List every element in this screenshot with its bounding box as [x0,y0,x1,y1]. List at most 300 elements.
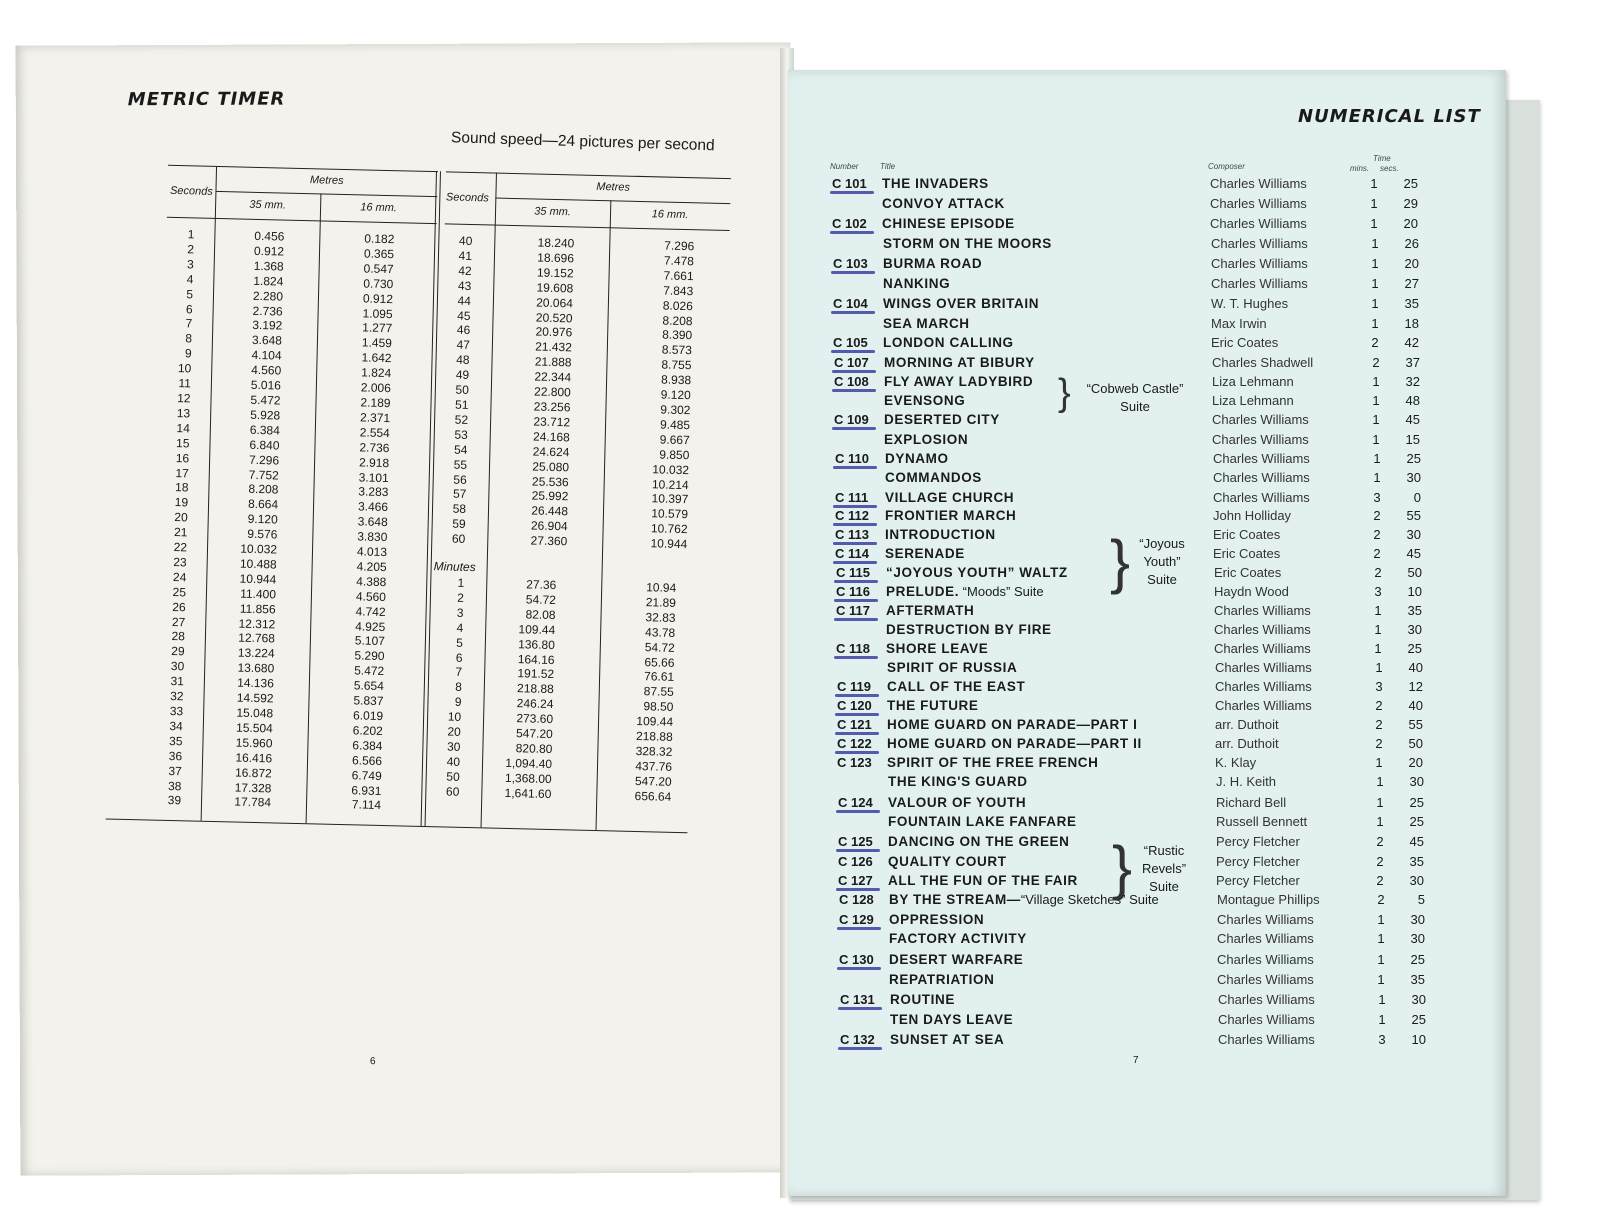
table-top-rule [168,165,438,172]
entry-number: C 109 [834,412,882,427]
m35-column: 0.456 0.912 1.368 1.824 2.280 2.736 3.192 3.648 4.104 4.560 5.016 5.472 5.928 6.384 6.840 7.296 7.752 8.208 8.664 9.120 9.576 10.032 10.488 10.944 11.400 11.856 12.312 12.768 13.224 13.680 14.136 14.592 15.048 15.504 15.960 16.416 16.872 17.328 17.784 [234,228,285,810]
entry-number: C 122 [837,736,885,751]
list-row [832,176,1472,195]
entry-title [885,451,949,466]
entry-title [887,660,1017,675]
entry-minutes: 1 [1372,392,1380,408]
entry-title-text: SPIRIT OF RUSSIA [887,660,1018,675]
entry-title-text: MORNING AT BIBURY [884,354,1035,370]
entry-seconds: 35 [1409,853,1424,869]
entry-title [887,679,1025,694]
entry-minutes: 1 [1377,971,1385,987]
entry-title [888,873,1078,888]
minutes-header: Minutes [433,559,476,575]
seconds-column: 1 2 3 4 5 6 7 8 9 10 11 12 13 14 15 16 17 18 19 20 21 22 23 24 25 26 27 28 29 30 31 32 33 34 35 36 37 38 39 [167,227,195,808]
entry-title-text: EXPLOSION [884,431,969,447]
entry-title [889,952,1023,967]
entry-title-text: DESTRUCTION BY FIRE [886,621,1052,637]
entry-seconds: 27 [1404,275,1419,291]
list-row [839,972,1479,991]
entry-number: C 105 [833,335,881,350]
entry-minutes: 1 [1373,470,1381,485]
entry-seconds: 26 [1404,235,1419,251]
entry-minutes: 2 [1376,834,1384,849]
entry-number: C 110 [835,451,883,466]
entry-composer: Charles Williams [1214,603,1311,618]
entry-seconds: 42 [1404,335,1419,350]
entry-composer: Liza Lehmann [1212,373,1294,389]
list-row [836,641,1476,660]
table-top-rule-right [446,171,731,179]
entry-composer: Charles Williams [1210,216,1307,231]
entry-title-text: SHORE LEAVE [886,641,989,656]
entry-composer: Charles Williams [1214,641,1311,656]
table-bottom-rule [106,819,688,834]
list-row [840,1012,1480,1031]
metres-rule-right [495,198,730,205]
entry-minutes: 1 [1377,911,1385,927]
entry-title [884,393,965,408]
entry-seconds: 25 [1410,951,1425,967]
list-row [833,236,1473,255]
entry-title-text: THE KING'S GUARD [888,774,1028,789]
list-row [836,622,1476,641]
entry-composer: Percy Fletcher [1216,834,1300,849]
entry-seconds: 35 [1404,296,1419,311]
entry-composer: Percy Fletcher [1216,853,1300,869]
mm35-header-right: 35 mm. [534,205,572,219]
page-number-right: 7 [1133,1055,1139,1066]
entry-title [885,508,1016,523]
entry-seconds: 30 [1406,470,1421,485]
entry-number: C 102 [832,216,880,231]
entry-seconds: 20 [1404,256,1419,271]
entry-minutes: 1 [1375,660,1383,675]
entry-composer: Eric Coates [1213,527,1281,542]
subtitle: Sound speed—24 pictures per second [450,129,715,155]
entry-title-text: AFTERMATH [886,603,975,618]
entry-title [883,335,1014,350]
list-row [837,660,1477,679]
entry-composer: Charles Williams [1211,235,1308,251]
list-row [837,736,1477,755]
entry-suite-note: “Moods” Suite [959,584,1044,599]
entry-seconds: 32 [1405,373,1420,389]
entry-title [890,1012,1013,1027]
entry-minutes: 1 [1374,641,1382,656]
entry-title [886,641,988,656]
entry-composer: W. T. Hughes [1211,296,1289,311]
entry-title-text: WINGS OVER BRITAIN [883,296,1040,311]
entry-title-text: REPATRIATION [889,971,995,987]
entry-seconds: 25 [1411,1011,1426,1027]
entry-composer: Charles Williams [1217,911,1314,927]
entry-seconds: 37 [1405,354,1420,370]
entry-number: C 130 [839,952,887,967]
list-row [840,1032,1480,1051]
entry-title [886,603,974,618]
mm16-header: 16 mm. [360,201,398,215]
entry-composer: J. H. Keith [1216,774,1276,789]
entry-minutes: 1 [1372,412,1380,427]
page-number-left: 6 [369,1056,376,1068]
entry-suite-note: “Village Sketches” Suite [1020,892,1159,907]
entry-seconds: 35 [1410,971,1425,987]
entry-title [883,316,970,331]
entry-minutes: 1 [1374,621,1382,637]
entry-title-text: CONVOY ATTACK [882,195,1005,211]
entry-seconds: 55 [1408,717,1423,732]
entry-title-text: COMMANDOS [885,470,982,485]
entry-seconds: 25 [1403,176,1418,191]
brace-joyous: } [1110,528,1131,595]
note-line: Suite [1149,879,1179,894]
brace-cobweb: } [1058,372,1071,414]
metric-table [0,41,794,1189]
entry-title-text: EVENSONG [884,392,966,408]
entry-minutes: 1 [1378,992,1386,1007]
entry-number: C 113 [835,527,883,542]
entry-title-text: SUNSET AT SEA [890,1032,1005,1047]
list-row [838,795,1478,814]
entry-seconds: 35 [1407,603,1422,618]
list-row [836,603,1476,622]
entry-title [882,196,1005,211]
list-row [833,316,1473,335]
entry-composer: Haydn Wood [1214,584,1289,599]
entry-minutes: 1 [1372,373,1380,389]
entry-minutes: 3 [1373,489,1381,505]
entry-minutes: 1 [1376,814,1384,829]
entry-minutes: 2 [1377,892,1385,907]
entry-number: C 115 [836,565,884,580]
note-line: “Cobweb Castle” [1086,381,1184,396]
metres-header: Metres [309,174,344,187]
entry-number: C 112 [835,508,883,523]
entry-title [886,622,1052,637]
entry-minutes: 3 [1374,584,1382,599]
note-line: Youth” [1143,554,1181,569]
entry-title-text: TEN DAYS LEAVE [890,1011,1014,1027]
entry-number: C 111 [835,490,883,505]
entry-seconds: 29 [1403,195,1418,211]
entry-title-text: STORM ON THE MOORS [883,235,1052,251]
entry-minutes: 2 [1375,698,1383,713]
entry-composer: Eric Coates [1214,565,1282,580]
entry-seconds: 45 [1409,834,1424,849]
entry-title-text: SERENADE [885,546,965,561]
list-row [835,508,1475,527]
entry-title [882,216,1015,231]
entry-minutes: 1 [1370,195,1378,211]
entry-composer: Charles Williams [1213,489,1310,505]
entry-title [882,176,989,191]
entry-title-text: THE INVADERS [882,176,989,191]
note-line: Revels” [1141,861,1187,876]
mm16-header-right: 16 mm. [651,208,689,222]
entry-title-text: DANCING ON THE GREEN [888,834,1070,849]
minutes-m16-column: 10.94 21.89 32.83 43.78 54.72 65.66 76.61 87.55 98.50 109.44 218.88 328.32 437.76 547.20 656.64 [634,580,677,804]
entry-number: C 119 [837,679,885,694]
entry-seconds: 50 [1408,736,1423,751]
entry-title [888,795,1026,810]
list-row [834,432,1474,451]
entry-title [884,432,968,447]
list-row [833,335,1473,354]
entry-title-text: OPPRESSION [889,911,985,927]
entry-minutes: 2 [1374,565,1382,580]
entry-number: C 107 [834,355,882,370]
entry-seconds: 0 [1413,489,1421,505]
entry-title-text: BURMA ROAD [883,256,983,271]
entry-composer: John Holliday [1213,508,1292,523]
entry-title [885,490,1014,505]
entry-seconds: 48 [1405,392,1420,408]
entry-composer: Charles Williams [1213,470,1310,485]
entry-composer: arr. Duthoit [1215,736,1279,751]
entry-title [887,755,1099,770]
metres-header-right: Metres [596,180,631,194]
entry-title [890,1032,1004,1047]
note-line: Suite [1120,399,1150,414]
entry-title-text: QUALITY COURT [888,853,1007,869]
entry-composer: Charles Williams [1210,176,1307,191]
entry-composer: arr. Duthoit [1215,717,1279,732]
entry-composer: Charles Williams [1217,951,1314,967]
entry-number: C 127 [838,873,886,888]
entry-number: C 125 [838,834,886,849]
entry-seconds: 45 [1406,546,1421,561]
seconds-header-right: Seconds [445,191,489,205]
entry-seconds: 12 [1408,679,1423,694]
entry-minutes: 2 [1375,717,1383,732]
entry-minutes: 1 [1375,755,1383,770]
list-row [837,679,1477,698]
entry-minutes: 2 [1372,354,1380,370]
entry-title-text: FRONTIER MARCH [885,508,1017,523]
minutes-column: 1 2 3 4 5 6 7 8 9 10 20 30 40 50 60 [445,575,465,799]
entry-title-text: FLY AWAY LADYBIRD [884,373,1034,389]
entry-number: C 116 [836,584,884,599]
entry-title [888,774,1028,789]
entry-seconds: 18 [1404,315,1419,331]
entry-title [889,912,984,927]
entry-title [889,931,1027,946]
entry-composer: Charles Williams [1211,275,1308,291]
entry-minutes: 2 [1373,546,1381,561]
entry-seconds: 30 [1411,992,1426,1007]
entry-title [887,717,1137,732]
entry-title-text: LONDON CALLING [883,335,1014,350]
metres-rule [215,191,437,197]
note-joyous-youth [1128,535,1196,589]
entry-title-text: VILLAGE CHURCH [885,489,1015,505]
brace-rustic: } [1112,834,1133,901]
entry-number: C 114 [835,546,883,561]
entry-title [883,236,1052,251]
col-time-header: Time [1373,154,1391,163]
col-divider [306,193,322,823]
entry-number: C 131 [840,992,888,1007]
entry-composer: Charles Williams [1218,1032,1315,1047]
col-number-header: Number [830,162,859,171]
entry-composer: Charles Williams [1217,931,1314,946]
entry-minutes: 1 [1370,176,1378,191]
m16-column-right: 7.296 7.478 7.661 7.843 8.026 8.208 8.390 8.573 8.755 8.938 9.120 9.302 9.485 9.667 9.850 10.032 10.214 10.397 10.579 10.762 10.944 [650,238,695,552]
entry-title-text: VALOUR OF YOUTH [888,795,1027,810]
entry-title-text: THE FUTURE [887,698,979,713]
entry-seconds: 25 [1409,814,1424,829]
entry-number: C 108 [834,374,882,389]
entry-composer: Charles Williams [1210,195,1307,211]
entry-composer: Eric Coates [1211,335,1279,350]
entry-number: C 117 [836,603,884,618]
minutes-m35-column: 27.36 54.72 82.08 109.44 136.80 164.16 191.52 218.88 246.24 273.60 547.20 820.80 1,094.40 1,368.00 1,641.60 [504,577,557,801]
entry-seconds: 50 [1407,565,1422,580]
entry-seconds: 20 [1403,216,1418,231]
entry-title-text: “JOYOUS YOUTH” WALTZ [886,565,1068,580]
entry-composer: Charles Williams [1214,621,1311,637]
entry-composer: Liza Lehmann [1212,392,1294,408]
list-row [833,296,1473,315]
list-row [835,470,1475,489]
entry-title [883,276,950,291]
entry-composer: Charles Williams [1215,660,1312,675]
entry-minutes: 2 [1376,873,1384,888]
entry-seconds: 30 [1410,911,1425,927]
entry-composer: Richard Bell [1216,795,1287,810]
entry-title [884,374,1033,389]
entry-minutes: 1 [1371,235,1379,251]
entry-title-text: FACTORY ACTIVITY [889,931,1027,946]
col-composer-header: Composer [1208,162,1245,171]
entry-title-text: BY THE STREAM— [889,892,1021,907]
list-row [838,774,1478,793]
entry-title-text: SPIRIT OF THE FREE FRENCH [887,755,1099,770]
note-cobweb-castle [1075,380,1195,416]
entry-title [884,412,1000,427]
entry-number: C 129 [839,912,887,927]
entry-composer: Charles Williams [1212,412,1309,427]
entry-title [888,834,1070,849]
list-row [837,717,1477,736]
entry-composer: Charles Williams [1218,992,1315,1007]
list-row [833,276,1473,295]
entry-seconds: 40 [1408,660,1423,675]
col-title-header: Title [880,162,896,171]
entry-composer: Charles Williams [1211,256,1308,271]
left-page [16,42,796,1175]
list-row [837,755,1477,774]
entry-number: C 128 [839,892,874,907]
entry-title [889,972,994,987]
entry-number: C 103 [833,256,881,271]
page-header-left: METRIC TIMER [127,88,286,111]
entry-title-text: HOME GUARD ON PARADE—PART II [887,736,1142,751]
entry-title-text: SEA MARCH [883,315,970,331]
entry-title-text: PRELUDE. [886,584,960,599]
entry-title [885,527,996,542]
entry-seconds: 25 [1407,641,1422,656]
entry-seconds: 15 [1405,431,1420,447]
entry-title-text: CALL OF THE EAST [887,679,1026,694]
entry-title-text: ALL THE FUN OF THE FAIR [888,873,1078,888]
seconds-header: Seconds [169,184,213,198]
entry-minutes: 2 [1376,853,1384,869]
entry-title [887,698,979,713]
entry-composer: Charles Williams [1213,450,1310,466]
entry-seconds: 10 [1407,584,1422,599]
list-row [838,814,1478,833]
list-row [839,912,1479,931]
entry-title-text: DESERTED CITY [884,412,1000,427]
entry-number: C 104 [833,296,881,311]
entry-minutes: 3 [1375,679,1383,694]
entry-title [886,565,1068,580]
list-row [839,952,1479,971]
entry-composer: Eric Coates [1213,546,1281,561]
entry-minutes: 1 [1376,774,1384,789]
entry-title [883,296,1039,311]
entry-seconds: 30 [1407,621,1422,637]
entry-seconds: 5 [1417,892,1425,907]
entry-title-text: CHINESE EPISODE [882,216,1015,231]
entry-title-text: ROUTINE [890,992,955,1007]
m16-column: 0.182 0.365 0.547 0.730 0.912 1.095 1.277 1.459 1.642 1.824 2.006 2.189 2.371 2.554 2.736 2.918 3.101 3.283 3.466 3.648 3.830 4.013 4.205 4.388 4.560 4.742 4.925 5.107 5.290 5.472 5.654 5.837 6.019 6.202 6.384 6.566 6.749 6.931 7.114 [351,231,395,813]
entry-composer: Charles Williams [1212,431,1309,447]
entry-minutes: 2 [1373,527,1381,542]
note-line: Suite [1147,572,1177,587]
entry-title [885,470,982,485]
entry-title [886,584,1044,599]
list-row [840,992,1480,1011]
entry-composer: Percy Fletcher [1216,873,1300,888]
entry-title [883,256,982,271]
entry-title-text: INTRODUCTION [885,527,996,542]
entry-title [888,814,1077,829]
mm35-header: 35 mm. [249,198,287,212]
entry-seconds: 30 [1409,774,1424,789]
entry-composer: Russell Bennett [1216,814,1308,829]
seconds-column-right: 40 41 42 43 44 45 46 47 48 49 50 51 52 53 54 55 56 57 58 59 60 [451,233,473,547]
entry-minutes: 1 [1376,795,1384,810]
entry-title [884,355,1035,370]
list-row [833,256,1473,275]
list-row [834,355,1474,374]
list-row [835,451,1475,470]
entry-number: C 126 [838,853,873,869]
entry-seconds: 20 [1408,755,1423,770]
entry-title-text: DESERT WARFARE [889,951,1024,967]
entry-number: C 118 [836,641,884,656]
entry-minutes: 2 [1373,508,1381,523]
m35-column-right: 18.240 18.696 19.152 19.608 20.064 20.520 20.976 21.432 21.888 22.344 22.800 23.256 23.712 24.168 24.624 25.080 25.536 25.992 26.448 26.904 27.360 [530,235,575,549]
entry-seconds: 30 [1410,931,1425,946]
entry-minutes: 1 [1372,431,1380,447]
header-bottom-rule [167,217,437,224]
entry-minutes: 1 [1371,256,1379,271]
entry-composer: Max Irwin [1211,315,1267,331]
list-row [837,698,1477,717]
entry-minutes: 1 [1371,296,1379,311]
entry-composer: Charles Williams [1217,971,1314,987]
page-header-right: NUMERICAL LIST [1298,106,1481,127]
entry-seconds: 40 [1408,698,1423,713]
entry-title-text: HOME GUARD ON PARADE—PART I [887,717,1138,732]
note-line: “Rustic [1143,843,1185,858]
col-mins-header: mins. [1350,164,1370,173]
entry-minutes: 2 [1371,335,1379,350]
